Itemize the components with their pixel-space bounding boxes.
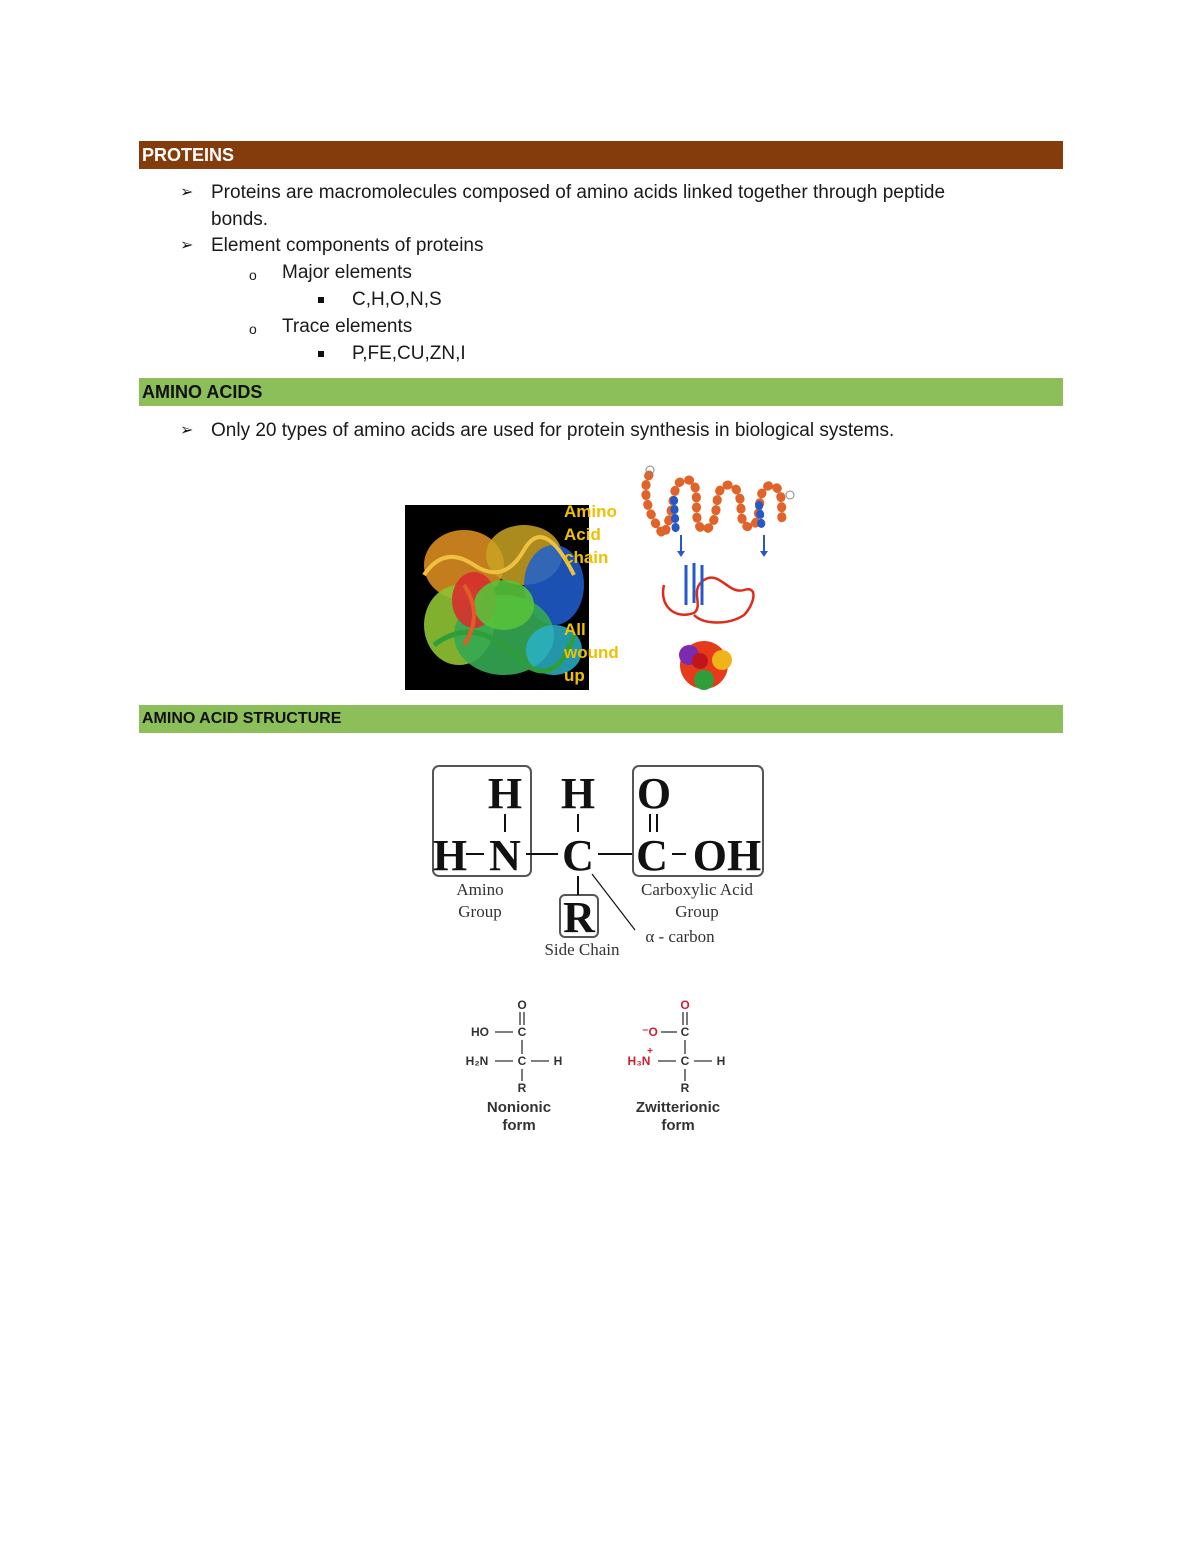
side-chain-r: R [563,893,595,942]
circle-bullet-icon: o [249,267,257,283]
carbonyl-oxygen: O [636,769,672,818]
section-header-proteins: PROTEINS [139,141,1063,169]
nonionic-ho: HO [471,1025,489,1039]
carboxyl-carbon: C [636,831,668,880]
major-elements-label: Major elements [282,262,412,283]
nonionic-h: H [553,1054,563,1068]
nonionic-form-diagram [455,995,585,1135]
nonionic-c2: C [517,1054,527,1068]
square-bullet-icon [318,351,324,357]
trace-elements-list: P,FE,CU,ZN,I [352,343,466,364]
proteins-definition-line2: bonds. [211,209,269,230]
zwitterionic-h3n: H₃N [627,1054,651,1068]
figure-label-wound-3: up [564,666,585,685]
alpha-carbon-label: α - carbon [645,927,715,946]
figure-label-amino-2: Acid [564,525,601,544]
zwitterionic-plus: + [647,1046,653,1057]
amino-acid-bead-chain [646,466,794,535]
zwitterionic-form-diagram [616,995,746,1135]
side-chain-label: Side Chain [544,940,620,959]
nonionic-label-2: form [502,1117,536,1134]
nonionic-h2n: H₂N [465,1054,489,1068]
zwitterionic-c1: C [680,1025,690,1039]
amino-group-label-2: Group [458,902,502,921]
figure-label-wound-2: wound [564,643,619,662]
trace-elements-label: Trace elements [282,316,413,337]
nonionic-r: R [517,1081,527,1095]
globular-protein-icon [679,641,732,690]
element-components-item: Element components of proteins [211,235,484,256]
zwitterionic-r: R [680,1081,690,1095]
figure-label-wound-1: All [564,620,586,639]
amino-acid-structure-diagram [430,762,770,962]
arrow-bullet-icon: ➢ [180,184,194,201]
folded-protein-icon [663,563,753,623]
arrow-bullet-icon: ➢ [180,422,194,439]
section-header-amino-acid-structure: AMINO ACID STRUCTURE [139,705,1063,733]
zwitterionic-h: H [716,1054,726,1068]
zwitterionic-c2: C [680,1054,690,1068]
square-bullet-icon [318,297,324,303]
protein-ribbon-image [405,505,589,690]
nonionic-label-1: Nonionic [486,1099,552,1116]
amino-hydrogen-top: H [487,769,523,818]
major-elements-list: C,H,O,N,S [352,289,442,310]
amino-hydrogen-left: H [432,831,468,880]
zwitterionic-label-1: Zwitterionic [635,1099,721,1116]
figure-label-amino-3: chain [564,548,609,567]
section-header-amino-acids: AMINO ACIDS [139,378,1063,406]
nonionic-o: O [517,998,527,1012]
zwitterionic-o: O [680,998,690,1012]
carboxyl-group-label-2: Group [675,902,719,921]
protein-folding-figure [404,455,804,692]
arrow-bullet-icon: ➢ [180,237,194,254]
carboxyl-group-label-1: Carboxylic Acid [641,880,753,899]
amino-acids-count-statement: Only 20 types of amino acids are used for protein synthesis in biological systems. [211,420,895,441]
nonionic-c1: C [517,1025,527,1039]
alpha-carbon: C [562,831,594,880]
alpha-hydrogen-top: H [560,769,596,818]
figure-label-amino-1: Amino [564,502,617,521]
proteins-definition-line1: Proteins are macromolecules composed of amino acids linked together through peptide [211,182,946,203]
amino-nitrogen: N [489,831,521,880]
hydroxyl-group: OH [692,831,762,880]
circle-bullet-icon: o [249,321,257,337]
zwitterionic-label-2: form [661,1117,695,1134]
amino-group-label-1: Amino [456,880,504,899]
zwitterionic-o-minus: ⁻O [642,1025,658,1039]
